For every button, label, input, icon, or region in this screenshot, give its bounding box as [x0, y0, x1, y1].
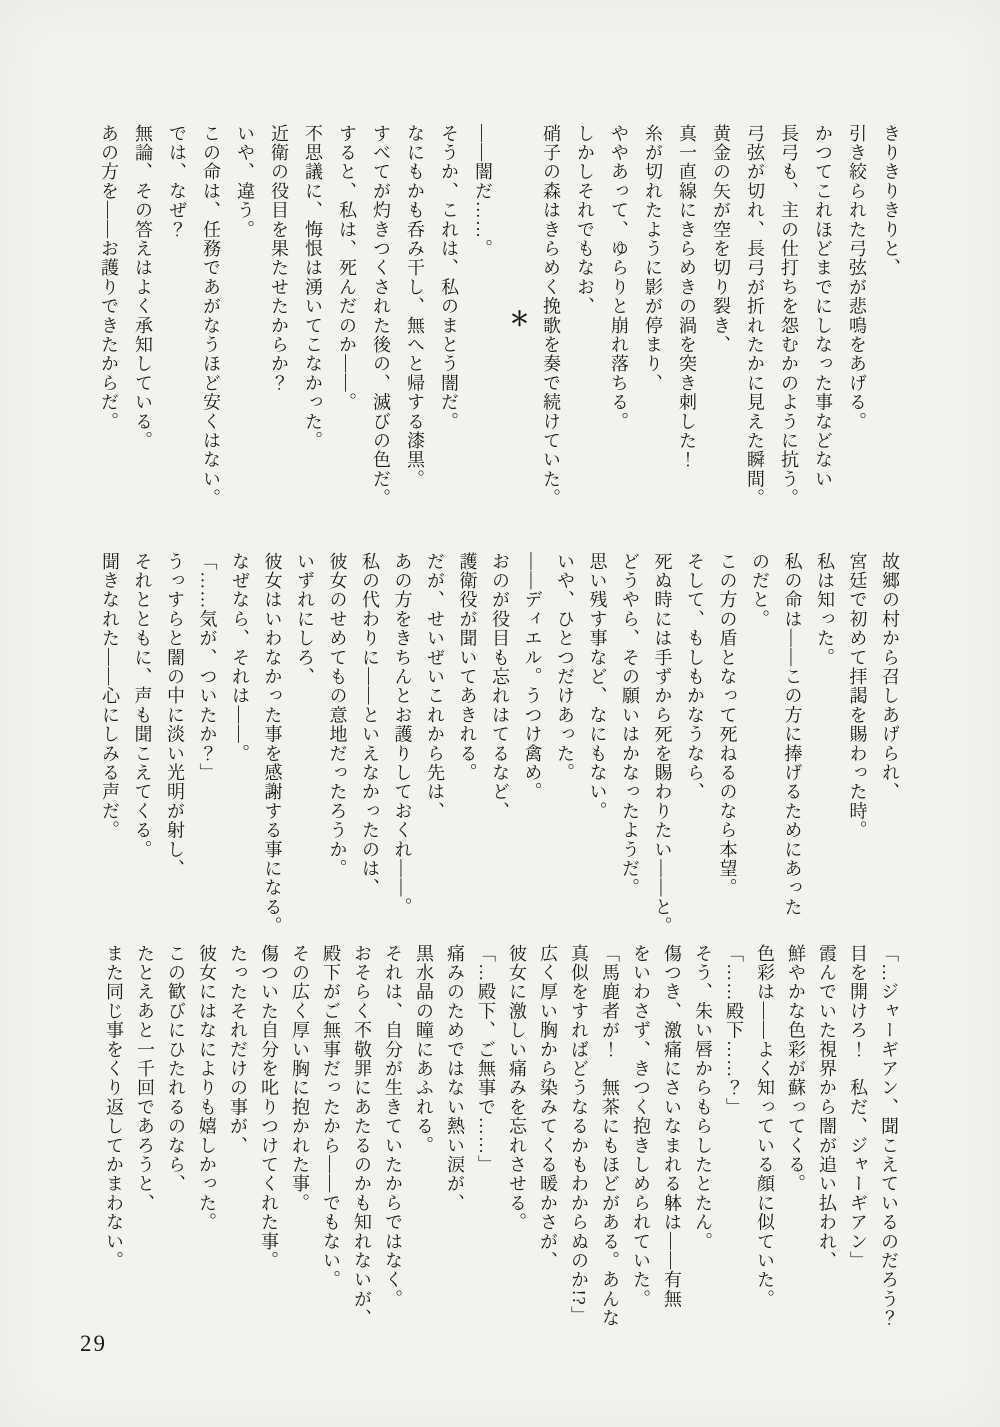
text-line: きりきりきりと、: [881, 124, 901, 278]
text-line: ——闇だ……。: [473, 124, 493, 259]
text-line: 黒水晶の瞳にあふれる。: [414, 944, 434, 1156]
text-line: おのが役目も忘れはてるなど、: [490, 552, 510, 821]
text-line: のだと。: [750, 552, 770, 629]
text-line: あの方を——お護りできたからだ。: [99, 124, 119, 432]
text-line: 護衛役が聞いてあきれる。: [457, 552, 478, 783]
text-line: すべてが灼きつくされた後の、滅びの色だ。: [371, 124, 391, 508]
text-line: 殿下がご無事だったから——でもない。: [321, 944, 341, 1290]
text-line: をいわさず、きつく抱きしめられていた。: [631, 944, 651, 1309]
text-line: いや、違う。: [235, 124, 255, 240]
text-line: 真似をすればどうなるかもわからぬのか!?」: [569, 944, 589, 1326]
text-block-2: [94, 552, 907, 942]
text-line: あの方をきちんとお護りしておくれ——。: [392, 552, 413, 917]
text-line: では、なぜ？: [167, 124, 187, 240]
text-line: 死ぬ時には手ずから死を賜わりたい——と。: [652, 552, 673, 936]
text-line: 彼女にはなによりも嬉しかった。: [197, 944, 217, 1232]
text-line: いずれにしろ、: [295, 552, 315, 687]
text-line: 彼女はいわなかった事を感謝する事になる。: [262, 552, 283, 936]
text-line: たとえあと一千回であろうと、: [135, 944, 155, 1213]
text-line: 目を開けろ！ 私だ、ジャーギアン」: [848, 944, 868, 1271]
text-line: たったそれだけの事が、: [228, 944, 248, 1156]
text-line: そうか、これは、私のまとう闇だ。: [439, 124, 459, 432]
text-line: それとともに、声も聞こえてくる。: [132, 552, 153, 860]
text-line: 無論、その答えはよく承知している。: [133, 124, 153, 451]
text-line: 真一直線にきらめきの渦を突き刺した！: [677, 124, 697, 470]
page-number: 29: [80, 1331, 107, 1356]
text-line: 私の代わりに——といえなかったのは、: [360, 552, 380, 898]
text-line: どうやら、その願いはかなったようだ。: [620, 552, 640, 898]
text-line: その広く厚い胸に抱かれた事。: [290, 944, 310, 1213]
text-line: 弓弦が切れ、長弓が折れたかに見えた瞬間。: [745, 124, 765, 508]
text-line: 「…ジャーギアン、聞こえているのだろう？: [879, 944, 899, 1328]
text-line: いや、ひとつだけあった。: [555, 552, 575, 783]
text-line: すると、私は、死んだのか——。: [337, 124, 357, 412]
text-line: この歓びにひたれるのなら、: [166, 944, 186, 1194]
text-block-3: [98, 944, 904, 1334]
text-line: なぜなら、それは——。: [230, 552, 250, 764]
text-line: 彼女のせめてもの意地だったろうか。: [327, 552, 348, 879]
text-line: そう、朱い唇からもらしたとたん。: [693, 944, 713, 1252]
text-line: この命は、任務であがなうほど安くはない。: [201, 124, 221, 508]
text-line: 「…殿下、ご無事で……」: [476, 944, 496, 1175]
text-block-1: [92, 124, 908, 514]
text-line: 宮廷で初めて拝謁を賜わった時。: [847, 552, 868, 840]
text-line: この方の盾となって死ねるのなら本望。: [717, 552, 738, 898]
text-line: 私の命は——この方に捧げるためにあった: [782, 552, 803, 917]
text-line: 長弓も、主の仕打ちを怨むかのように抗う。: [779, 124, 799, 508]
text-line: だが、せいぜいこれから先は、: [425, 552, 445, 821]
text-line: 思い残す事など、なにもない。: [587, 552, 608, 821]
text-line: 鮮やかな色彩が蘇ってくる。: [786, 944, 806, 1194]
text-line: しかしそれでもなお、: [575, 124, 595, 316]
text-line: 硝子の森はきらめく挽歌を奏で続けていた。: [541, 124, 561, 508]
text-line: 近衛の役目を果たせたからか？: [269, 124, 289, 393]
text-line: 私は知った。: [815, 552, 835, 668]
text-line: ややあって、ゆらりと崩れ落ちる。: [609, 124, 629, 432]
text-line: かつてこれほどまでにしなった事などない: [813, 124, 833, 489]
text-line: うっすらと闇の中に淡い光明が射し、: [165, 552, 185, 879]
text-line: 色彩は——よく知っている顔に似ていた。: [755, 944, 775, 1309]
text-line: 「……気が、ついたか？」: [197, 552, 218, 783]
text-line: 不思議に、悔恨は湧いてこなかった。: [303, 124, 323, 451]
text-line: また同じ事をくり返してかまわない。: [104, 944, 124, 1271]
text-line: 彼女に激しい痛みを忘れさせる。: [507, 944, 527, 1232]
text-line: 「馬鹿者が！ 無茶にもほどがある。あんな: [600, 944, 620, 1328]
text-line: 故郷の村から召しあげられ、: [880, 552, 900, 802]
text-line: 広く厚い胸から染みてくる暖かさが、: [538, 944, 558, 1271]
text-line: 痛みのためではない熱い涙が、: [445, 944, 465, 1213]
text-line: 傷つき、激痛にさいなまれる躰は——有無: [662, 944, 682, 1309]
text-line: 糸が切れたように影が停まり、: [643, 124, 663, 393]
text-line: 黄金の矢が空を切り裂き、: [711, 124, 731, 355]
text-line: そして、もしもかなうなら、: [685, 552, 705, 802]
text-line: なにもかも呑み干し、無へと帰する漆黒。: [405, 124, 425, 489]
text-line: ——ディエル。うつけ禽め。: [522, 552, 543, 802]
text-line: 聞きなれた——心にしみる声だ。: [100, 552, 120, 840]
text-line: おそらく不敬罪にあたるのかも知れないが、: [352, 944, 372, 1328]
text-line: 引き絞られた弓弦が悲鳴をあげる。: [847, 124, 867, 432]
section-separator: ＊: [506, 308, 528, 330]
text-line: 傷ついた自分を叱りつけてくれた事。: [259, 944, 279, 1271]
text-line: それは、自分が生きていたからではなく。: [383, 944, 403, 1309]
text-line: 霞んでいた視界から闇が追い払われ、: [817, 944, 837, 1271]
text-line: 「……殿下……？」: [724, 944, 744, 1117]
